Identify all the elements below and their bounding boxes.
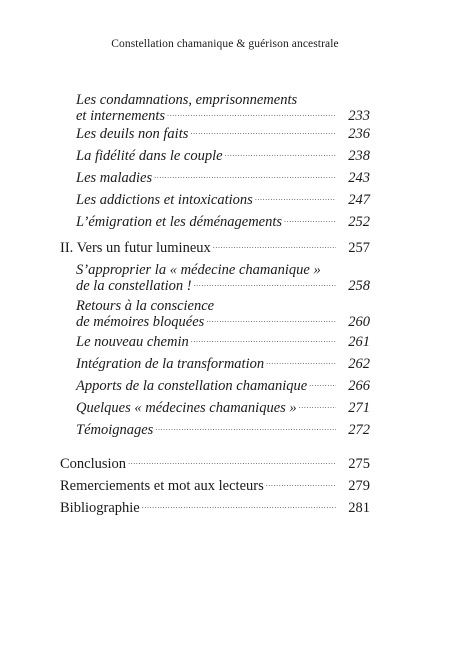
toc-entry-title: La fidélité dans le couple xyxy=(76,148,223,164)
dot-leader xyxy=(213,242,336,252)
toc-entry-title: L’émigration et les déménagements xyxy=(76,214,283,230)
dot-leader xyxy=(154,172,336,182)
toc-entry-page: 266 xyxy=(348,378,370,394)
toc-entry-page: 258 xyxy=(348,278,370,294)
toc-entry-nouveau-chemin[interactable] xyxy=(76,334,370,350)
toc-entry-page: 272 xyxy=(348,422,370,438)
toc-entry-page: 262 xyxy=(348,356,370,372)
toc-entry-title: Témoignages xyxy=(76,422,154,438)
toc-entry-page: 252 xyxy=(348,214,370,230)
toc-entry-title: Les addictions et intoxications xyxy=(76,192,253,208)
toc-entry-page: 247 xyxy=(348,192,370,208)
toc-entry-part-2[interactable] xyxy=(60,240,370,256)
toc-entry-title: Les deuils non faits xyxy=(76,126,189,142)
toc-entry-title: Quelques « médecines chamaniques » xyxy=(76,400,297,416)
toc-entry-page: 236 xyxy=(348,126,370,142)
toc-entry-fidelite[interactable] xyxy=(76,148,370,164)
toc-entry-page: 275 xyxy=(348,456,370,472)
dot-leader xyxy=(190,128,336,138)
toc-entry-emigration[interactable] xyxy=(76,214,370,230)
dot-leader xyxy=(142,502,336,512)
toc-entry-title-line1: Retours à la conscience xyxy=(76,298,215,314)
toc-entry-page: 238 xyxy=(348,148,370,164)
dot-leader xyxy=(128,458,336,468)
dot-leader xyxy=(225,150,336,160)
toc-entry-title: Les maladies xyxy=(76,170,153,186)
toc-entry-title-line1: Les condamnations, emprisonnements xyxy=(76,92,298,108)
toc-entry-title: de la constellation ! xyxy=(76,278,192,294)
toc-entry-page: 279 xyxy=(348,478,370,494)
toc-entry-integration[interactable] xyxy=(76,356,370,372)
toc-entry-deuils[interactable] xyxy=(76,126,370,142)
dot-leader xyxy=(266,480,336,490)
toc-entry-title: II. Vers un futur lumineux xyxy=(60,240,211,256)
toc-entry-title: Le nouveau chemin xyxy=(76,334,189,350)
toc-entry-maladies[interactable] xyxy=(76,170,370,186)
toc-entry-title-line1: S’approprier la « médecine chamanique » xyxy=(76,262,321,278)
toc-entry-page: 261 xyxy=(348,334,370,350)
dot-leader xyxy=(194,280,336,290)
toc-entry-bibliographie[interactable] xyxy=(60,500,370,516)
toc-entry-quelques-medecines[interactable] xyxy=(76,400,370,416)
toc-entry-page: 257 xyxy=(348,240,370,256)
toc-entry-page: 260 xyxy=(348,314,370,330)
toc-entry-title: Apports de la constellation chamanique xyxy=(76,378,308,394)
toc-entry-title: Bibliographie xyxy=(60,500,140,516)
toc-entry-condamnations[interactable] xyxy=(76,92,370,124)
dot-leader xyxy=(299,402,336,412)
dot-leader xyxy=(155,424,336,434)
toc-entry-title: Remerciements et mot aux lecteurs xyxy=(60,478,264,494)
toc-entry-title: Intégration de la transformation xyxy=(76,356,265,372)
toc-entry-temoignages[interactable] xyxy=(76,422,370,438)
dot-leader xyxy=(206,316,336,326)
toc-entry-addictions[interactable] xyxy=(76,192,370,208)
dot-leader xyxy=(284,216,336,226)
toc-entry-apports[interactable] xyxy=(76,378,370,394)
toc-entry-remerciements[interactable] xyxy=(60,478,370,494)
toc-entry-title: et internements xyxy=(76,108,165,124)
toc-entry-approprier[interactable] xyxy=(76,262,370,294)
toc-entry-page: 281 xyxy=(348,500,370,516)
toc-entry-conclusion[interactable] xyxy=(60,456,370,472)
dot-leader xyxy=(255,194,336,204)
dot-leader xyxy=(167,110,336,120)
toc-entry-page: 243 xyxy=(348,170,370,186)
dot-leader xyxy=(266,358,336,368)
toc-entry-title: de mémoires bloquées xyxy=(76,314,205,330)
toc-entry-title: Conclusion xyxy=(60,456,127,472)
toc-entry-retours[interactable] xyxy=(76,298,370,330)
dot-leader xyxy=(309,380,336,390)
toc-entry-page: 233 xyxy=(348,108,370,124)
running-header: Constellation chamanique & guérison ancestrale xyxy=(111,38,339,50)
toc-entry-page: 271 xyxy=(348,400,370,416)
dot-leader xyxy=(191,336,336,346)
